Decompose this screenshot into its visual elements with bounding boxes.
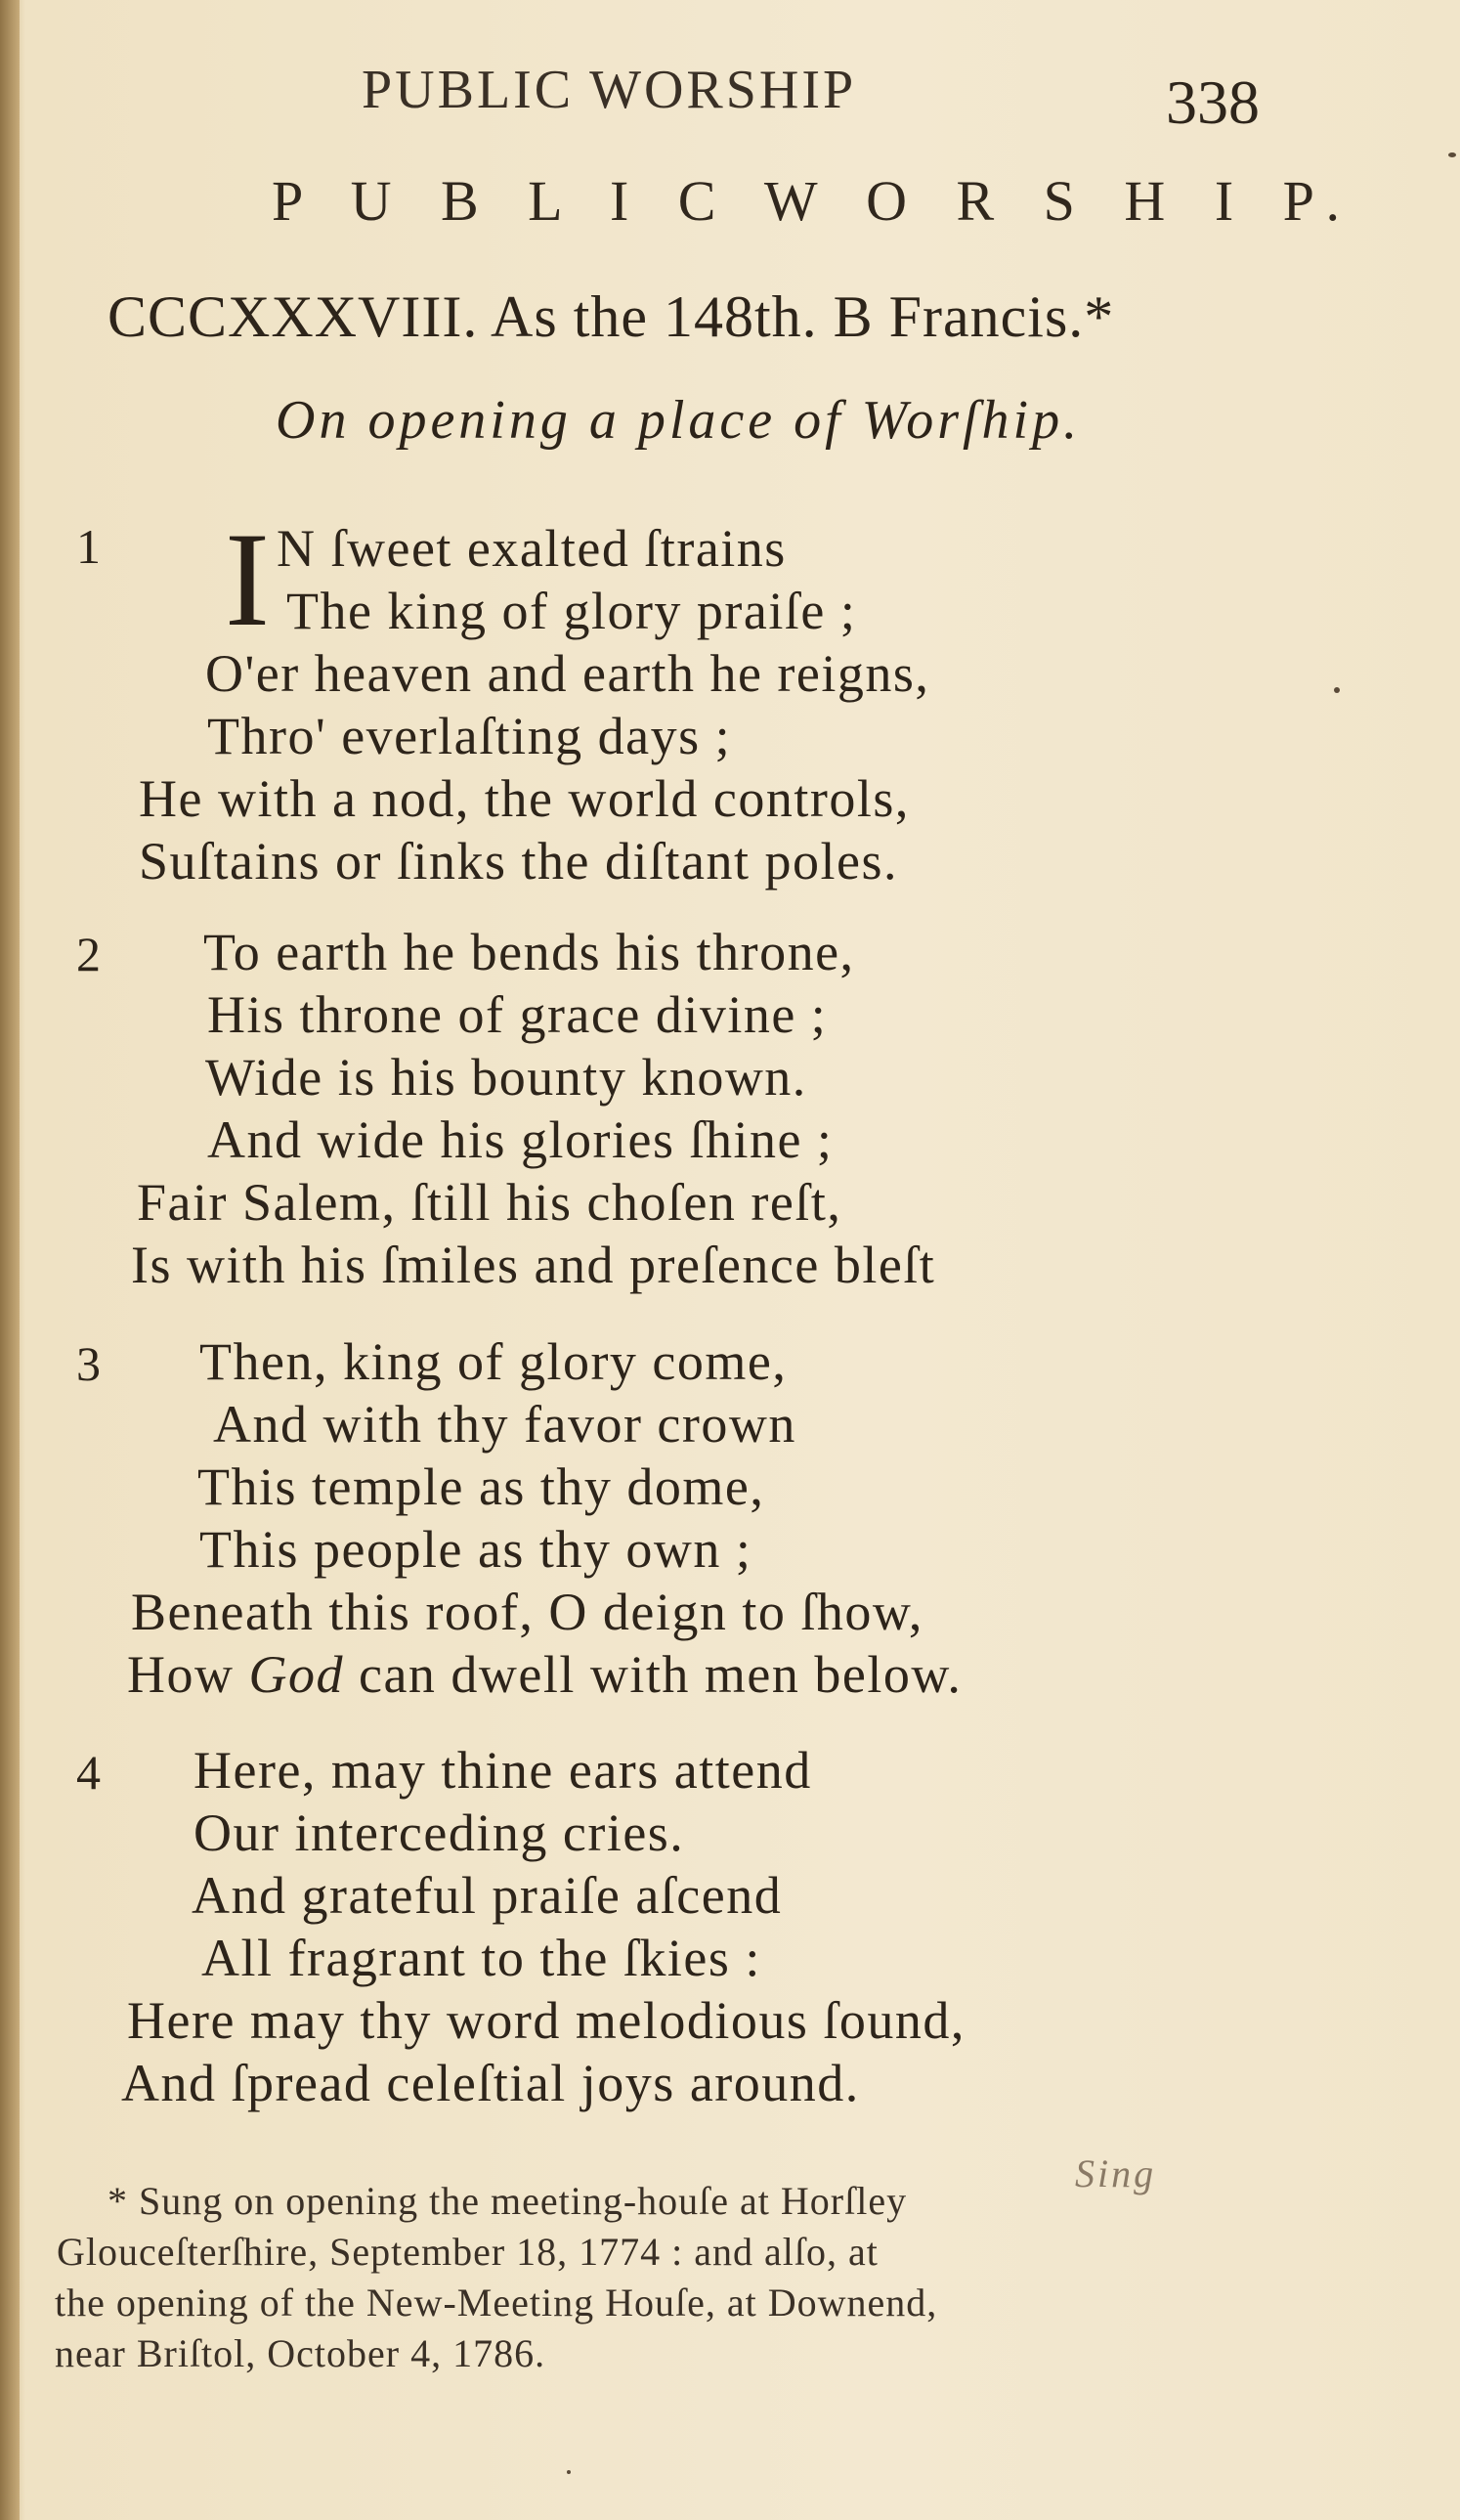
page-number: 338 — [1166, 67, 1260, 137]
hymn-occasion: On opening a place of Worſhip. — [276, 390, 1082, 451]
verse-line: And with thy favor crown — [213, 1395, 796, 1454]
catchword: Sing — [1075, 2151, 1157, 2195]
verse-line: And grateful praiſe aſcend — [192, 1866, 783, 1925]
verse-line: And ſpread celeſtial joys around. — [121, 2054, 860, 2112]
hymn-heading: CCCXXXVIII. As the 148th. B Francis.* — [107, 284, 1115, 349]
verse-number: 4 — [76, 1745, 101, 1800]
verse-line: Is with his ſmiles and preſence bleſt — [131, 1236, 936, 1294]
verse-line: The king of glory praiſe ; — [286, 582, 857, 640]
footnote-line: near Briſtol, October 4, 1786. — [55, 2331, 546, 2375]
verse-line: Fair Salem, ſtill his choſen reſt, — [137, 1173, 842, 1232]
verse-line: He with a nod, the world controls, — [139, 769, 910, 828]
verse-line: O'er heaven and earth he reigns, — [205, 644, 930, 703]
verse-line — [127, 1644, 962, 1705]
verse-line: Then, king of glory come, — [199, 1332, 788, 1391]
paper-speck — [1448, 152, 1456, 157]
verse-line: All fragrant to the ſkies : — [201, 1929, 761, 1987]
footnote-line: the opening of the New-Meeting Houſe, at Downend, — [55, 2281, 938, 2324]
drop-cap: I — [225, 504, 270, 654]
paper-speck — [567, 2470, 571, 2474]
verse-line: His throne of grace divine ; — [207, 985, 828, 1044]
verse-line: Thro' everlaſting days ; — [207, 707, 732, 765]
running-head: PUBLIC WORSHIP — [362, 60, 857, 120]
section-title: P U B L I C W O R S H I P. — [272, 169, 1357, 233]
verse-line: This temple as thy dome, — [197, 1457, 765, 1516]
verse-number: 1 — [76, 519, 101, 574]
page-gutter — [0, 0, 20, 2520]
footnote-line: Glouceſterſhire, September 18, 1774 : and alſo, at — [57, 2230, 879, 2274]
verse-line: To earth he bends his throne, — [203, 923, 855, 981]
line-text: can dwell with men below. — [359, 1645, 963, 1704]
verse-number: 2 — [76, 927, 101, 981]
line-text: How — [127, 1645, 235, 1704]
footnote-line: * Sung on opening the meeting-houſe at Horſley — [107, 2179, 908, 2223]
paper-speck — [1334, 687, 1340, 693]
verse-line: Here, may thine ears attend — [193, 1741, 812, 1800]
verse-line: N ſweet exalted ſtrains — [277, 519, 787, 578]
verse-line: Beneath this roof, O deign to ſhow, — [131, 1583, 923, 1641]
verse-number: 3 — [76, 1336, 101, 1391]
verse-line: Suſtains or ſinks the diſtant poles. — [139, 832, 898, 891]
verse-line: Wide is his bounty known. — [205, 1048, 807, 1107]
verse-line: Our interceding cries. — [193, 1803, 685, 1862]
verse-line: This people as thy own ; — [199, 1520, 752, 1579]
verse-line: And wide his glories ſhine ; — [207, 1110, 834, 1169]
verse-line: Here may thy word melodious ſound, — [127, 1991, 966, 2050]
italic-word: God — [248, 1645, 344, 1704]
